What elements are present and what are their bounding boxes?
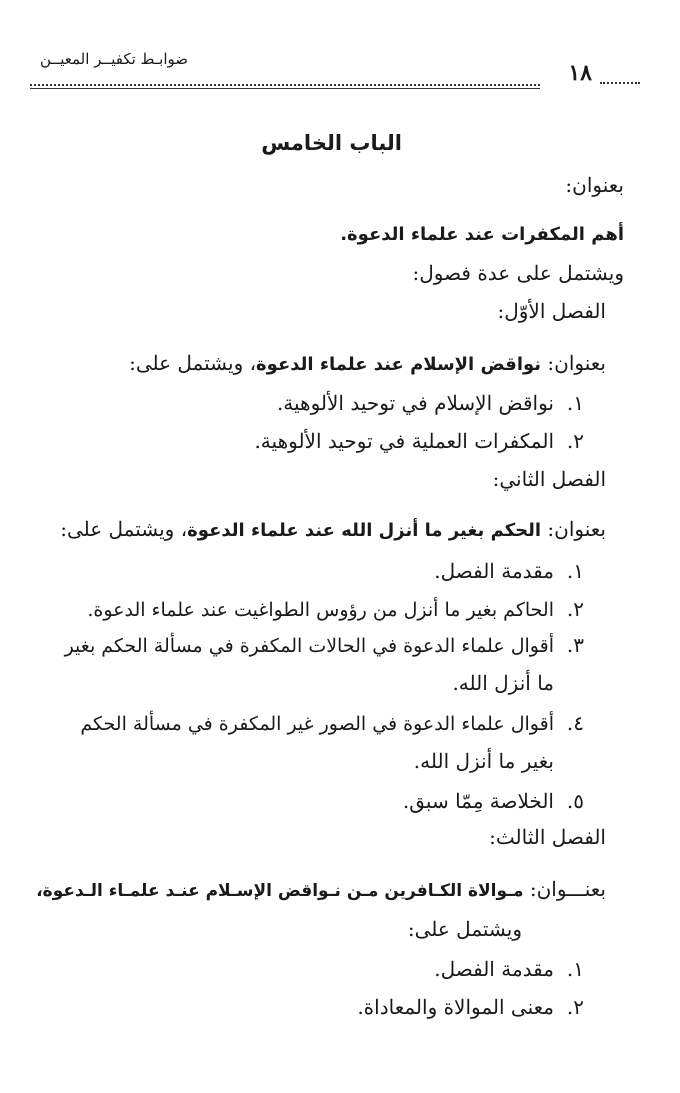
list-item-continuation: ما أنزل الله. [452,671,554,695]
header-rule-solid [30,88,540,89]
chapter-2-title-line [60,514,606,546]
chapter-3-contains: ويشتمل على: [407,917,522,941]
chapter-2-contains: ، ويشتمل على: [60,517,188,541]
list-item: ٢.المكفرات العملية في توحيد الألوهية. [254,429,584,453]
chapter-1-title-label: بعنوان: [547,351,606,375]
label-title: بعنوان: [565,173,624,197]
list-item: ٢.الحاكم بغير ما أنزل من رؤوس الطواغيت عند علماء الدعوة. [87,597,584,621]
chapter-3-title-label: بعنـــوان: [529,877,606,901]
list-item: ٤.أقوال علماء الدعوة في الصور غير المكفرة في مسألة الحكم [80,711,584,735]
contains-several: ويشتمل على عدة فصول: [412,261,624,285]
list-item-continuation: بغير ما أنزل الله. [413,749,554,773]
chapter-2-title-label: بعنوان: [547,517,606,541]
chapter-title: الباب الخامس [261,131,402,155]
chapter-2-title: الحكم بغير ما أنزل الله عند علماء الدعوة [187,520,542,541]
chapter-1-title-line [129,348,606,380]
chapter-2-heading: الفصل الثاني: [492,467,606,491]
list-item: ١.مقدمة الفصل. [434,957,584,981]
header-ornament [600,82,640,84]
main-title: أهم المكفرات عند علماء الدعوة. [340,224,624,245]
chapter-1-title: نواقض الإسلام عند علماء الدعوة [256,354,542,375]
list-item: ٥.الخلاصة مِمّا سبق. [402,789,584,813]
chapter-3-heading: الفصل الثالث: [489,825,606,849]
page-number: ١٨ [568,60,592,86]
list-item: ١.نواقض الإسلام في توحيد الألوهية. [276,391,584,415]
chapter-3-title: مـوالاة الكـافرين مـن نـواقض الإسـلام عنـد علمـاء الـدعوة، [36,881,524,901]
list-item: ٢.معنى الموالاة والمعاداة. [357,995,584,1019]
list-item: ٣.أقوال علماء الدعوة في الحالات المكفرة في مسألة الحكم بغير [64,633,584,657]
chapter-1-contains: ، ويشتمل على: [129,351,257,375]
chapter-3-title-line [36,874,606,906]
chapter-1-heading: الفصل الأوّل: [497,299,606,323]
running-header-title: ضوابـط تكفيــر المعيــن [40,50,189,68]
header-rule [30,84,540,86]
list-item: ١.مقدمة الفصل. [434,559,584,583]
